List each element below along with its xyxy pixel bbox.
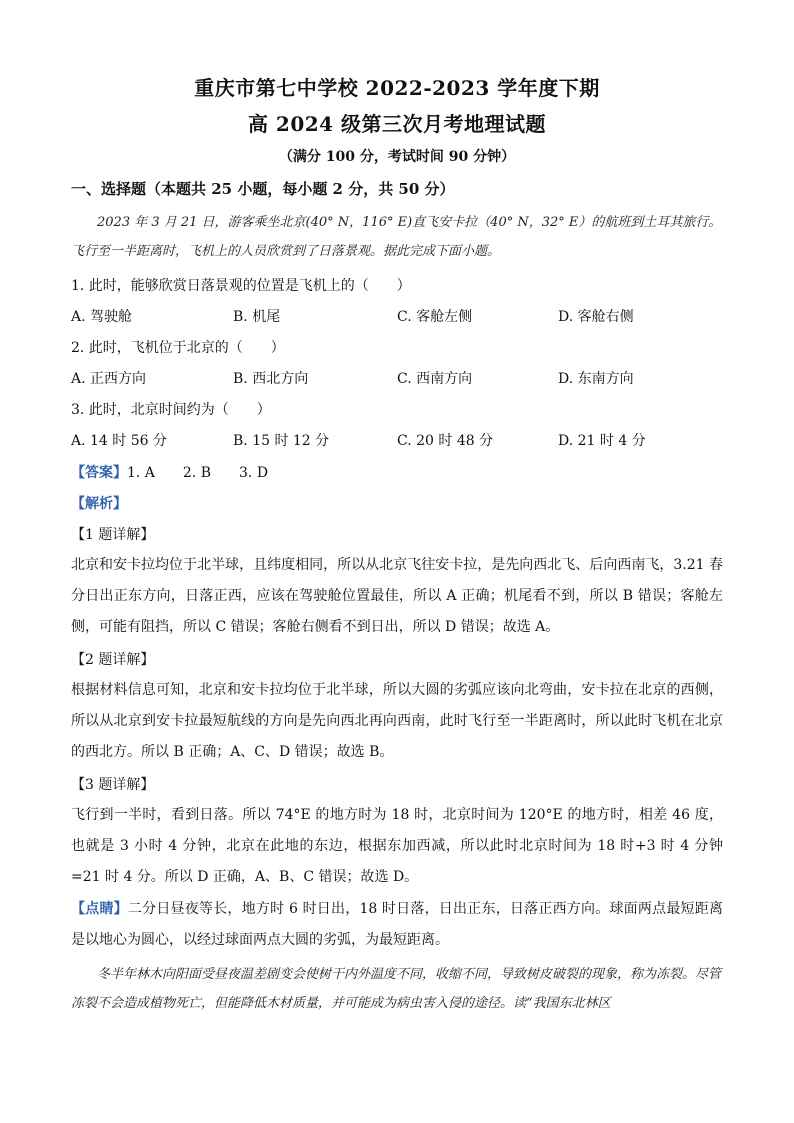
analysis-label: 【解析】 [71, 496, 127, 512]
option-a: A. 14 时 56 分 [71, 433, 167, 449]
detail-1-label: 【1 题详解】 [71, 527, 155, 543]
tip-paragraph [71, 894, 723, 956]
option-b: B. 机尾 [233, 309, 281, 325]
detail-1-text: 北京和安卡拉均位于北半球，且纬度相同，所以从北京飞往安卡拉，是先向西北飞、后向西南飞，3.21 春分日出正东方向，日落正西，应该在驾驶舱位置最佳，所以 A 正确；机尾看不到，所以 B 错误；客舱左侧，可能有阻挡，所以 C 错误；客舱右侧看不到日出，所以 D 错误；故选 A。 [71, 557, 723, 635]
option-d: D. 21 时 4 分 [558, 433, 646, 449]
option-c: C. 客舱左侧 [397, 309, 473, 325]
section-heading: 一、选择题（本题共 25 小题，每小题 2 分，共 50 分） [71, 180, 455, 198]
option-b: B. 西北方向 [233, 371, 309, 387]
option-a: A. 正西方向 [71, 371, 147, 387]
answer-label: 【答案】 [71, 465, 127, 481]
question-1-stem: 1. 此时，能够欣赏日落景观的位置是飞机上的（ ） [71, 278, 411, 294]
tip-label: 【点睛】 [71, 901, 128, 917]
option-a: A. 驾驶舱 [71, 309, 133, 325]
option-b: B. 15 时 12 分 [233, 433, 330, 449]
tip-text: 二分日昼夜等长，地方时 6 时日出，18 时日落，日出正东，日落正西方向。球面两点最短距离是以地心为圆心，以经过球面两点大圆的劣弧，为最短距离。 [71, 901, 724, 948]
answer-text: 1. A 2. B 3. D [127, 465, 269, 481]
detail-3-label: 【3 题详解】 [71, 777, 155, 793]
option-c: C. 20 时 48 分 [397, 433, 494, 449]
option-c: C. 西南方向 [397, 371, 473, 387]
material-passage-1: 2023 年 3 月 21 日，游客乘坐北京(40° N，116° E)直飞安卡拉（40° N，32° E）的航班到土耳其旅行。飞行至一半距离时，飞机上的人员欣赏到了日落景观。据此完成下面小题。 [71, 215, 722, 259]
question-2-stem: 2. 此时，飞机位于北京的（ ） [71, 340, 285, 356]
option-d: D. 客舱右侧 [558, 309, 634, 325]
material-passage-2: 冬半年林木向阳面受昼夜温差剧变会使树干内外温度不同，收缩不同，导致树皮破裂的现象，称为冻裂。尽管冻裂不会造成植物死亡，但能降低木材质量，并可能成为病虫害入侵的途径。读“我国东北林区 [71, 967, 722, 1011]
exam-info: （满分 100 分，考试时间 90 分钟） [278, 149, 516, 165]
detail-3-text: 飞行到一半时，看到日落。所以 74°E 的地方时为 18 时，北京时间为 120°E 的地方时，相差 46 度，也就是 3 小时 4 分钟，北京在此地的东边，根据东加西减，所以此时北京时间为 18 时+3 时 4 分钟=21 时 4 分。所以 D 正确，A、B、C 错误；故选 D。 [71, 807, 723, 885]
detail-2-text: 根据材料信息可知，北京和安卡拉均位于北半球，所以大圆的劣弧应该向北弯曲，安卡拉在北京的西侧，所以从北京到安卡拉最短航线的方向是先向西北再向西南，此时飞行至一半距离时，所以此时飞机在北京的西北方。所以 B 正确；A、C、D 错误；故选 B。 [71, 682, 723, 760]
analysis-line [71, 493, 127, 513]
exam-subtitle: 高 2024 级第三次月考地理试题 [247, 112, 547, 136]
option-d: D. 东南方向 [558, 371, 634, 387]
answer-line [71, 462, 268, 482]
exam-title: 重庆市第七中学校 2022-2023 学年度下期 [194, 76, 600, 100]
question-3-stem: 3. 此时，北京时间约为（ ） [71, 402, 271, 418]
detail-2-label: 【2 题详解】 [71, 652, 155, 668]
